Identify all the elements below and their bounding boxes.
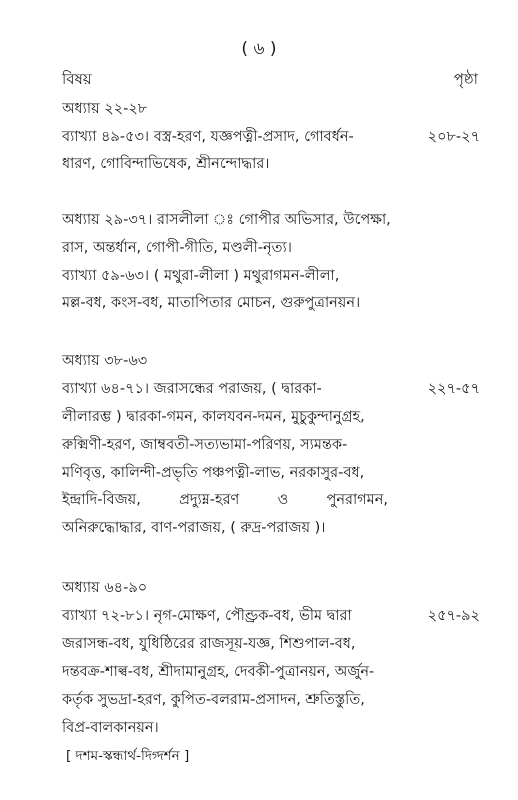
section-heading: অধ্যায় ২২-২৮: [62, 101, 148, 117]
text-line: দন্তবক্র-শাল্ব-বধ, শ্রীদামানুগ্রহ, দেবকী-পুত্রানয়ন, অর্জুন-: [62, 664, 375, 680]
header-page: পৃষ্ঠা: [453, 70, 478, 88]
text-line: ব্যাখ্যা ৭২-৮১। নৃগ-মোক্ষণ, পৌণ্ড্রক-বধ, ভীম দ্বারা: [62, 608, 352, 624]
word: পুনরাগমন,: [326, 492, 388, 508]
text-line: অনিরুদ্ধোদ্ধার, বাণ-পরাজয়, ( রুদ্র-পরাজয় )।: [62, 520, 326, 536]
text-line: জরাসন্ধ-বধ, যুধিষ্ঠিরের রাজসূয়-যজ্ঞ, শিশুপাল-বধ,: [62, 636, 356, 652]
header-subject: বিষয়: [62, 70, 92, 88]
page-range: ২২৭-৫৭: [427, 381, 480, 397]
text-line-justified: [62, 489, 388, 513]
text-line: মল্ল-বধ, কংস-বধ, মাতাপিতার মোচন, গুরুপুত্রানয়ন।: [62, 295, 361, 311]
text-line: মণিবৃত্ত, কালিন্দী-প্রভৃতি পঞ্চপত্নী-লাভ, নরকাসুর-বধ,: [62, 465, 365, 481]
page-range: ২০৮-২৭: [427, 129, 480, 145]
text-line: রাস, অন্তর্ধান, গোপী-গীতি, মণ্ডলী-নৃত্য।: [62, 240, 292, 256]
word: প্রদ্যুম্ন-হরণ: [179, 492, 240, 508]
page-range: ২৫৭-৯২: [427, 608, 480, 624]
text-line: ব্যাখ্যা ৪৯-৫৩। বস্ত্র-হরণ, যজ্ঞপত্নী-প্রসাদ, গোবর্ধন-: [62, 129, 354, 145]
text-line: লীলারম্ভ ) দ্বারকা-গমন, কালযবন-দমন, মুচুকুন্দানুগ্রহ,: [62, 409, 365, 425]
text-line: অধ্যায় ২৯-৩৭। রাসলীলা ঃ গোপীর অভিসার, উপেক্ষা,: [62, 212, 391, 228]
word: ইন্দ্রাদি-বিজয়,: [62, 492, 141, 508]
section-heading: অধ্যায় ৩৮-৬৩: [62, 353, 148, 369]
text-line: রুক্মিণী-হরণ, জাম্ববতী-সত্যভামা-পরিণয়, স্যমন্তক-: [62, 437, 348, 453]
page-number: ( ৬ ): [241, 39, 277, 59]
text-line: ধারণ, গোবিন্দাভিষেক, শ্রীনন্দোদ্ধার।: [62, 156, 270, 172]
text-line: কর্তৃক সুভদ্রা-হরণ, কুপিত-বলরাম-প্রসাদন, শ্রুতিস্তুতি,: [62, 692, 365, 708]
section-heading: অধ্যায় ৬৪-৯০: [62, 580, 148, 596]
word: ও: [277, 492, 289, 508]
text-line: ব্যাখ্যা ৫৯-৬৩। ( মথুরা-লীলা ) মথুরাগমন-লীলা,: [62, 268, 340, 284]
footer-note: [ দশম-স্কন্ধার্থ-দিগ্দর্শন ]: [66, 748, 190, 764]
text-line: বিপ্র-বালকানয়ন।: [62, 720, 159, 736]
text-line: ব্যাখ্যা ৬৪-৭১। জরাসন্ধের পরাজয়, ( দ্বারকা-: [62, 381, 322, 397]
